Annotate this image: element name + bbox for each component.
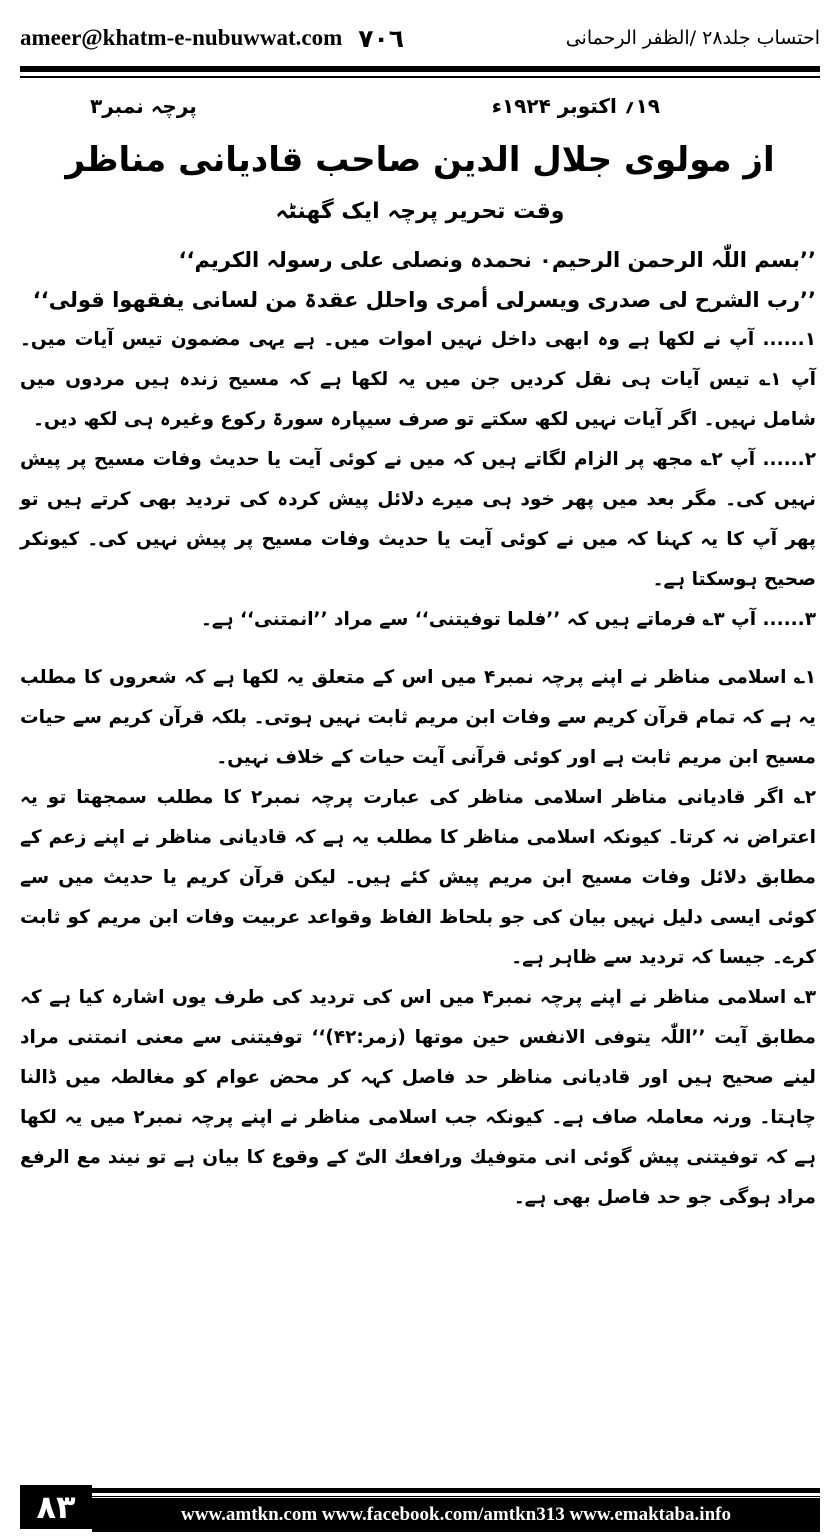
header-email: ameer@khatm-e-nubuwwat.com [20,25,343,50]
footnote-3: ۳؎ اسلامی مناظر نے اپنے پرچہ نمبر۴ میں اس کی تردید کی طرف یوں اشارہ کیا ہے کہ مطابق آیت ’’اللّٰہ یتوفی الانفس حین موتھا (زمر:۴۲)‘‘ توفیتنی سے معنی انمتنی مراد لینے صحیح ہیں اور قادیانی مناظر حد فاصل کہہ کر محض عوام کو مغالطہ میں ڈالنا چاہتا۔ ورنہ معاملہ صاف ہے۔ کیونکہ جب اسلامی مناظر نے اپنے پرچہ نمبر۲ میں یہ لکھا ہے کہ توفیتنی پیش گوئی انی متوفیك ورافعك الیّ کے وقوع کا بیان ہے تو نیند مع الرفع مراد ہوگی جو حد فاصل بھی ہے۔ [20,987,817,1208]
footer-rule-thin [92,1496,820,1497]
paper-number: پرچہ نمبر۳ [90,94,197,118]
footnote-1: ۱؎ اسلامی مناظر نے اپنے پرچہ نمبر۴ میں اس کے متعلق یہ لکھا ہے کہ شعروں کا مطلب یہ ہے کہ تمام قرآن کریم سے وفات ابن مریم ثابت نہیں ہوتی۔ بلکہ قرآن کریم سے حیات مسیح ابن مریم ثابت ہے اور کوئی قرآنی آیت حیات کے خلاف نہیں۔ [20,667,816,768]
paper-date: ۱۹؍ اکتوبر ۱۹۲۴ء [491,94,660,118]
page-subtitle: وقت تحریر پرچہ ایک گھنٹہ [275,199,565,224]
header-book-title: احتساب جلد۲۸ /الظفر الرحمانی [565,27,820,49]
footnote-2: ۲؎ اگر قادیانی مناظر اسلامی مناظر کی عبارت پرچہ نمبر۲ کا مطلب سمجھتا تو یہ اعتراض نہ کرتا۔ کیونکہ اسلامی مناظر کا مطلب یہ ہے کہ قادیانی مناظر نے اپنے زعم کے مطابق دلائل وفات مسیح ابن مریم پیش کئے ہیں۔ لیکن قرآن کریم یا حدیث میں سے کوئی ایسی دلیل نہیں بیان کی جو بلحاظ الفاظ وقواعد عربیت وفات ابن مریم کو ثابت کرے۔ جیسا کہ تردید سے ظاہر ہے۔ [20,787,816,968]
page-body [20,240,816,1218]
footnote-gap [20,640,816,658]
header-rule-thick [20,66,820,72]
paper-meta [90,86,660,126]
page-title: از مولوی جلال الدین صاحب قادیانی مناظر [65,140,775,180]
header-page-number: ٧٠٦ [358,23,405,53]
point-1: ۱...... آپ نے لکھا ہے وہ ابھی داخل نہیں اموات میں۔ ہے یہی مضمون تیس آیات میں۔ آپ ۱؎ تیس آیات ہی نقل کردیں جن میں یہ لکھا ہے کہ مسیح زندہ ہیں مردوں میں شامل نہیں۔ اگر آیات نہیں لکھ سکتے تو صرف سیپارہ سورۃ رکوع وغیرہ ہی لکھ دیں۔ [20,329,817,430]
header-left [20,24,404,53]
header-rule-thin [20,76,820,78]
footer-links: www.amtkn.com www.facebook.com/amtkn313 www.emaktaba.info [92,1498,820,1532]
bismillah-line: ’’بسم اللّٰہ الرحمن الرحیم۰ نحمدہ ونصلی علی رسولہ الکریم‘‘ [178,248,816,272]
point-2: ۲...... آپ ۲؎ مجھ پر الزام لگاتے ہیں کہ میں نے کوئی آیت یا حدیث وفات مسیح پر پیش نہیں کی۔ مگر بعد میں پھر خود ہی میرے دلائل پیش کردہ کی تردید بھی کرتے ہیں تو پھر آپ کا یہ کہنا کہ میں نے کوئی آیت یا حدیث وفات مسیح پر پیش نہیں کی۔ کیونکر صحیح ہوسکتا ہے۔ [20,449,816,590]
footer-page-number: ۸۳ [20,1485,92,1529]
footer-rule-thick [92,1488,820,1493]
dua-line: ’’رب الشرح لی صدری ویسرلی أمری واحلل عقدۃ من لسانی یفقھوا قولی‘‘ [32,288,816,312]
point-3: ۳...... آپ ۳؎ فرماتے ہیں کہ ’’فلما توفیتنی‘‘ سے مراد ’’انمتنی‘‘ ہے۔ [201,609,816,630]
page-header [20,14,820,62]
